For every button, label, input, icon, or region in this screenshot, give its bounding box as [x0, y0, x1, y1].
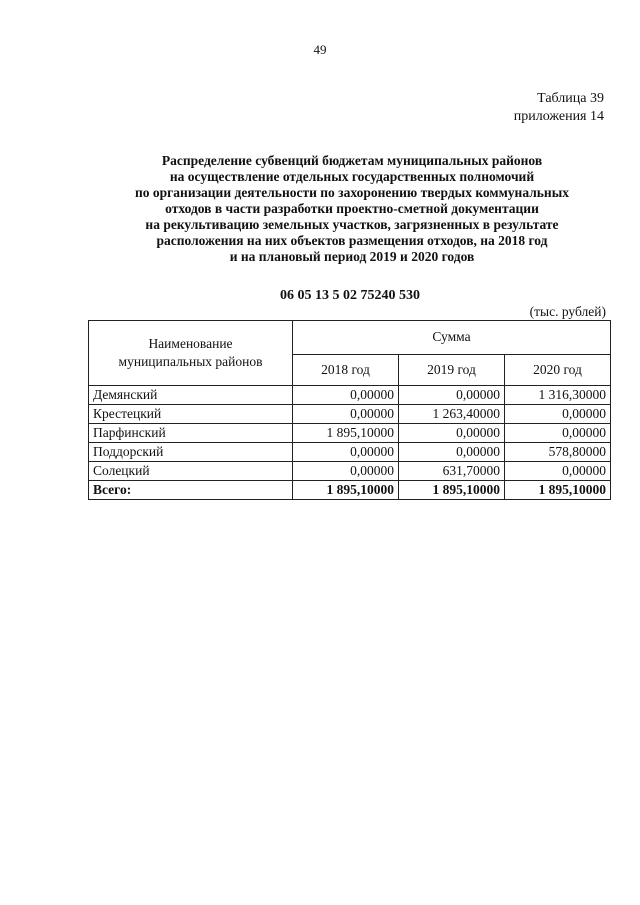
title-line: Распределение субвенций бюджетам муниципальных районов	[161, 153, 543, 168]
value-2020: 578,80000	[505, 443, 611, 462]
total-2018: 1 895,10000	[293, 481, 399, 500]
header-year-2019: 2019 год	[399, 354, 505, 385]
value-2020: 0,00000	[505, 462, 611, 481]
value-2020: 0,00000	[505, 405, 611, 424]
value-2020: 1 316,30000	[505, 386, 611, 405]
total-2020: 1 895,10000	[505, 481, 611, 500]
table-ref-line2: приложения 14	[513, 109, 604, 124]
title-line: расположения на них объектов размещения отходов, на 2018 год	[156, 233, 548, 248]
title-line: отходов в части разработки проектно-сметной документации	[165, 201, 539, 216]
district-name: Солецкий	[89, 462, 293, 481]
value-2019: 0,00000	[399, 386, 505, 405]
header-district-name	[89, 321, 293, 386]
header-name-line1: Наименование	[148, 336, 233, 351]
value-2018: 0,00000	[293, 405, 399, 424]
table-row	[89, 462, 611, 481]
table-ref-line1: Таблица 39	[537, 91, 604, 106]
table-row	[89, 424, 611, 443]
subvention-table	[88, 320, 611, 500]
value-2020: 0,00000	[505, 424, 611, 443]
total-row	[89, 481, 611, 500]
header-sum: Сумма	[293, 321, 611, 355]
value-2018: 0,00000	[293, 462, 399, 481]
total-label: Всего:	[89, 481, 293, 500]
title-line: по организации деятельности по захоронению твердых коммунальных	[135, 185, 569, 200]
table-row	[89, 405, 611, 424]
value-2018: 0,00000	[293, 386, 399, 405]
value-2018: 0,00000	[293, 443, 399, 462]
district-name: Поддорский	[89, 443, 293, 462]
budget-code: 06 05 13 5 02 75240 530	[280, 288, 420, 303]
value-2019: 631,70000	[399, 462, 505, 481]
district-name: Парфинский	[89, 424, 293, 443]
document-title	[60, 153, 640, 265]
header-year-2020: 2020 год	[505, 354, 611, 385]
value-2019: 0,00000	[399, 424, 505, 443]
table-row	[89, 386, 611, 405]
value-2019: 1 263,40000	[399, 405, 505, 424]
title-line: на рекультивацию земельных участков, загрязненных в результате	[145, 217, 559, 232]
page-number: 49	[313, 42, 327, 57]
value-2018: 1 895,10000	[293, 424, 399, 443]
district-name: Крестецкий	[89, 405, 293, 424]
title-line: и на плановый период 2019 и 2020 годов	[229, 249, 475, 264]
table-reference	[514, 90, 604, 126]
header-name-line2: муниципальных районов	[118, 354, 263, 369]
district-name: Демянский	[89, 386, 293, 405]
header-year-2018: 2018 год	[293, 354, 399, 385]
title-line: на осуществление отдельных государственных полномочий	[169, 169, 535, 184]
total-2019: 1 895,10000	[399, 481, 505, 500]
units-label: (тыс. рублей)	[529, 304, 606, 319]
table-row	[89, 443, 611, 462]
value-2019: 0,00000	[399, 443, 505, 462]
